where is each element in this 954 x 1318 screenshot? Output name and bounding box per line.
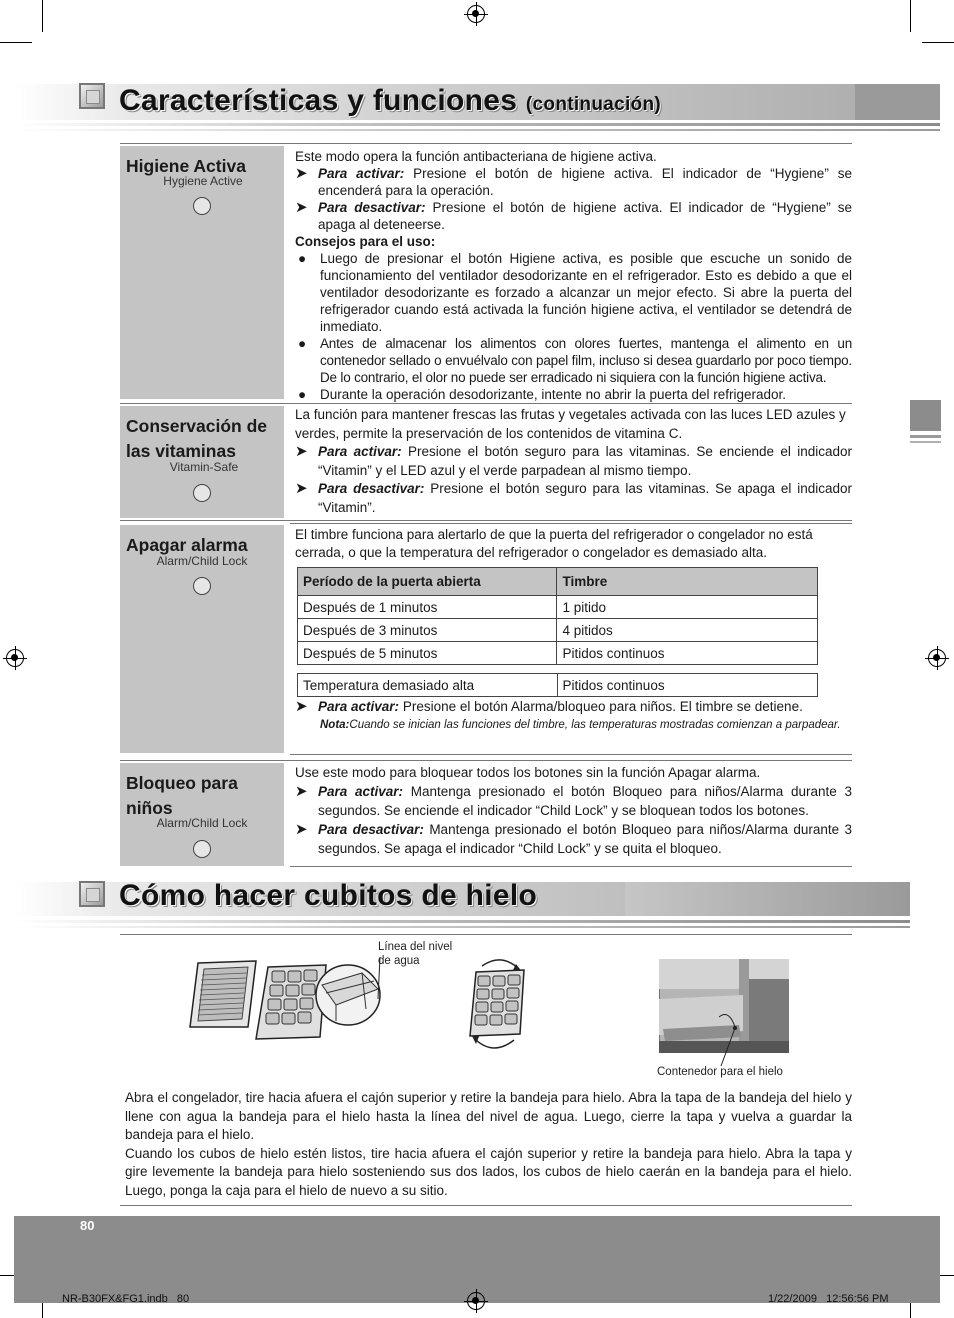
table-header: Timbre — [557, 568, 818, 596]
divider — [120, 143, 852, 144]
activate-text: Mantenga presionado el botón Bloqueo para niños/Alarma durante 3 segundos. Se enciende el indicador “Child Lock” y se bloquean todos los botones. — [318, 784, 852, 818]
tip-item — [295, 250, 852, 335]
deactivate-step — [295, 199, 852, 233]
table-cell: Pitidos continuos — [557, 674, 817, 697]
child-lock-button-icon — [193, 840, 211, 858]
divider — [290, 523, 852, 524]
tips-title: Consejos para el uso: — [295, 234, 436, 249]
water-level-label: Línea del nivel de agua — [378, 941, 453, 967]
divider — [120, 760, 852, 761]
feature-description — [295, 148, 852, 403]
instruction-paragraph: Cuando los cubos de hielo estén listos, tire hacia afuera el cajón superior y retire la bandeja para hielo. Abra la tapa y gire levemente la bandeja para hielo sosteniendo sus dos lados, los cubos de hielo caerán en la bandeja para el hielo. Luego, ponga la caja para el hielo de nuevo a su sitio. — [125, 1145, 852, 1198]
table-cell: Después de 1 minutos — [298, 596, 557, 619]
header-stripe — [855, 84, 940, 120]
activate-step — [295, 165, 852, 199]
twist-tray-illustration — [462, 952, 532, 1056]
activate-label: Para activar: — [318, 699, 400, 714]
feature-intro: Use este modo para bloquear todos los botones sin la función Apagar alarma. — [295, 765, 761, 780]
temperature-table — [297, 673, 818, 697]
bullet-icon: ● — [298, 387, 307, 402]
registration-mark-right — [928, 649, 946, 667]
feature-intro: El timbre funciona para alertarlo de que la puerta del refrigerador o congelador no está cerrada, o que la temperatura del refrigerador o congelador es demasiado alta. — [295, 527, 813, 560]
bullet-icon: ● — [298, 251, 307, 266]
bullet-icon: ● — [298, 336, 306, 351]
activate-text: Presione el botón Alarma/bloqueo para niños. El timbre se detiene. — [402, 699, 803, 714]
timestamp: 1/22/2009 12:56:56 PM — [768, 1293, 889, 1305]
arrow-icon: ➤ — [295, 165, 308, 182]
feature-intro: La función para mantener frescas las frutas y vegetales activada con las luces LED azules y verdes, permite la preservación de los contenidos de vitamina C. — [295, 407, 846, 441]
table-cell: Temperatura demasiado alta — [298, 674, 558, 697]
ice-tray — [256, 965, 326, 1039]
table-cell: 1 pitido — [557, 596, 818, 619]
feature-description — [295, 763, 852, 858]
feature-steps — [295, 698, 852, 734]
arrow-icon: ➤ — [295, 199, 308, 216]
section-title-sub: (continuación) — [525, 94, 661, 115]
tip-text: Antes de almacenar los alimentos con olores fuertes, mantenga el alimento en un contenedor sellado o envuélvalo con papel film, incluso si desea guardarlo por poco tiempo. De lo contrario, el olor no puede ser erradicado ni siquiera con la función higiene activa. — [320, 336, 852, 385]
deactivate-label: Para desactivar: — [318, 481, 425, 496]
table-cell: Después de 3 minutos — [298, 619, 557, 642]
crop-mark — [922, 42, 954, 43]
header-underline — [14, 123, 940, 126]
page-number: 80 — [80, 1218, 95, 1233]
note-text: Cuando se inician las funciones del timbre, las temperaturas mostradas comienzan a parpadear. — [349, 719, 841, 731]
table-header: Período de la puerta abierta — [298, 568, 557, 596]
activate-label: Para activar: — [318, 784, 403, 799]
file-info: NR-B30FX&FG1.indb 80 — [62, 1293, 190, 1305]
arrow-icon: ➤ — [295, 480, 308, 497]
feature-description — [295, 406, 852, 517]
registration-mark-bottom — [467, 1292, 485, 1310]
header-stripe — [625, 882, 910, 916]
table-cell: Después de 5 minutos — [298, 642, 557, 665]
container-label: Contenedor para el hielo — [657, 1066, 783, 1078]
section-icon — [79, 83, 105, 109]
leader-line — [715, 1020, 745, 1070]
ice-tray-lid — [190, 961, 256, 1027]
section-icon — [79, 881, 105, 907]
divider — [120, 1205, 852, 1206]
feature-panel — [120, 406, 284, 518]
note — [295, 716, 852, 734]
table-row — [298, 642, 818, 665]
hygiene-button-icon — [193, 197, 211, 215]
deactivate-text: Presione el botón de higiene activa. El indicador de “Hygiene” se apaga al deteneerse. — [318, 200, 852, 232]
crop-mark — [0, 42, 32, 43]
vitamin-button-icon — [193, 484, 211, 502]
section-title — [119, 84, 661, 118]
table-row — [298, 596, 818, 619]
table-cell: 4 pitidos — [557, 619, 818, 642]
feature-title: Conservación de las vitaminas — [126, 416, 268, 461]
deactivate-label: Para desactivar: — [318, 200, 426, 215]
feature-title: Apagar alarma — [126, 535, 248, 555]
button-label: Hygiene Active — [163, 174, 243, 188]
table-row — [298, 619, 818, 642]
tip-item — [295, 386, 852, 403]
tip-item — [295, 335, 852, 386]
deactivate-text: Presione el botón seguro para las vitaminas. Se apaga el indicador “Vitamin”. — [318, 481, 852, 515]
feature-panel — [120, 525, 284, 753]
button-label: Alarm/Child Lock — [156, 816, 248, 830]
feature-description — [295, 526, 852, 562]
arrow-icon: ➤ — [295, 443, 308, 460]
section-title-main: Características y funciones — [119, 84, 518, 117]
instruction-paragraph: Abra el congelador, tire hacia afuera el cajón superior y retire la bandeja para hielo. Abra la tapa de la bandeja del hielo y llene con agua la bandeja para el hielo hasta la línea del nivel de agua. Luego, cierre la tapa y vuelva a guardar la bandeja para el hielo. — [125, 1090, 852, 1142]
divider — [120, 403, 852, 404]
divider — [290, 866, 852, 867]
registration-mark-top — [467, 5, 485, 23]
alarm-button-icon — [193, 577, 211, 595]
activate-text: Presione el botón seguro para las vitaminas. Se enciende el indicador “Vitamin” y el LED azul y el verde parpadean al mismo tiempo. — [318, 444, 852, 478]
page-footer — [14, 1216, 940, 1303]
section-title: Cómo hacer cubitos de hielo — [119, 879, 538, 912]
activate-text: Presione el botón de higiene activa. El indicador de “Hygiene” se encenderá para la operación. — [318, 166, 852, 198]
divider — [120, 520, 852, 521]
timbre-table — [297, 567, 818, 665]
note-label: Nota: — [320, 719, 350, 731]
feature-title: Higiene Activa — [126, 156, 246, 176]
feature-panel — [120, 763, 284, 866]
feature-title: Bloqueo para niños — [126, 773, 238, 818]
feature-panel — [120, 146, 284, 399]
activate-label: Para activar: — [318, 166, 405, 181]
side-tab-line — [910, 435, 941, 438]
arrow-icon: ➤ — [295, 783, 308, 800]
feature-intro: Este modo opera la función antibacteriana de higiene activa. — [295, 149, 657, 164]
tip-text: Durante la operación desodorizante, intente no abrir la puerta del refrigerador. — [320, 387, 787, 402]
arrow-icon: ➤ — [295, 821, 308, 838]
button-label: Alarm/Child Lock — [156, 554, 248, 568]
divider — [120, 934, 852, 935]
header-underline — [14, 129, 940, 131]
tip-text: Luego de presionar el botón Higiene activa, es posible que escuche un sonido de funcionamiento del ventilador desodorizante en el refrigerador. Esto es debido a que el ventilador desodorizante es forzado a alcanzar un mejor efecto. Si abre la puerta del refrigerador cuando está activada la función higiene activa, el ventilador se detendrá de inmediato. — [320, 251, 852, 334]
header-underline — [14, 926, 910, 928]
side-tab — [910, 400, 941, 431]
deactivate-step — [295, 820, 852, 858]
table-cell: Pitidos continuos — [557, 642, 818, 665]
ice-instructions — [125, 1089, 852, 1200]
ice-tray-illustration — [186, 955, 386, 1045]
button-label: Vitamin-Safe — [169, 460, 239, 474]
activate-step — [295, 698, 852, 715]
side-tab-line — [910, 441, 941, 443]
crop-mark — [42, 0, 43, 32]
header-underline — [14, 920, 910, 923]
arrow-icon: ➤ — [295, 698, 308, 715]
activate-step — [295, 443, 852, 480]
divider — [290, 754, 852, 755]
activate-step — [295, 782, 852, 820]
registration-mark-left — [6, 649, 24, 667]
crop-mark — [910, 0, 911, 32]
activate-label: Para activar: — [318, 444, 402, 459]
deactivate-label: Para desactivar: — [318, 822, 424, 837]
deactivate-step — [295, 480, 852, 517]
deactivate-text: Mantenga presionado el botón Bloqueo para niños/Alarma durante 3 segundos. Se apaga el indicador “Child Lock” y se quita el bloqueo. — [318, 822, 852, 856]
table-header-row — [298, 568, 818, 596]
table-row — [298, 674, 818, 697]
